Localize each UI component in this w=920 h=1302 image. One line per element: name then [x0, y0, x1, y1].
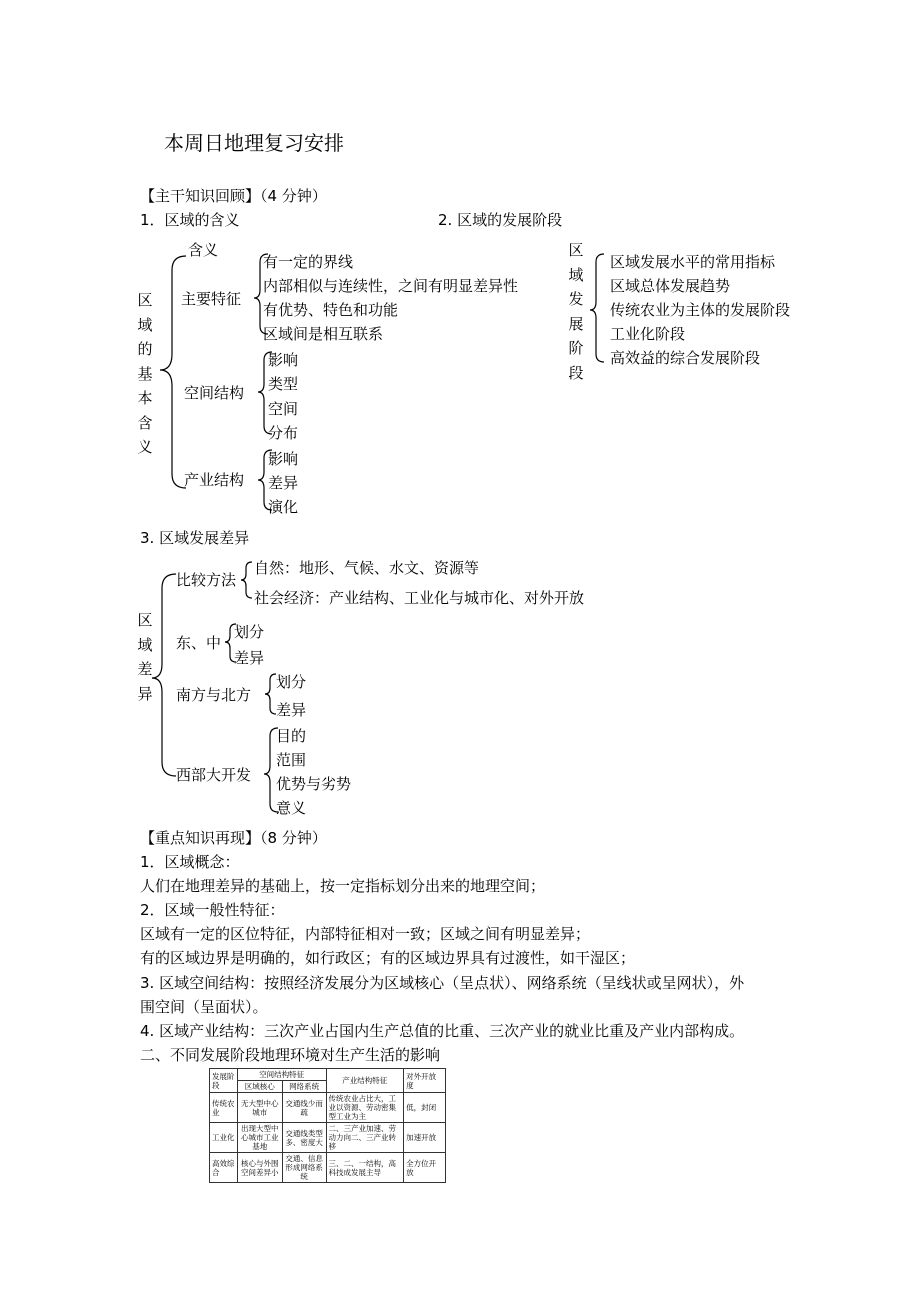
- header-core: 区域核心: [237, 1081, 282, 1093]
- cell-stage: 传统农业: [210, 1093, 238, 1123]
- stage-item: 工业化阶段: [610, 325, 686, 343]
- spatial-item: 分布: [268, 424, 299, 442]
- stage-item: 区域发展水平的常用指标: [610, 253, 776, 271]
- stage-comparison-table: [209, 1068, 446, 1183]
- part1-branch-spatial: 空间结构: [184, 384, 245, 402]
- table-row: [210, 1093, 446, 1123]
- spatial-item: 空间: [268, 400, 299, 418]
- text-line: 3. 区域空间结构：按照经济发展分为区域核心（呈点状）、网络系统（呈线状或呈网状），外: [140, 974, 745, 992]
- part3-heading: 3. 区域发展差异: [140, 529, 250, 547]
- header-industry: 产业结构特征: [326, 1069, 404, 1093]
- cell-openness: 全方位开放: [404, 1153, 446, 1183]
- feature-item: 有一定的界线: [263, 253, 354, 271]
- cell-core: 出现大型中心城市工业基地: [237, 1123, 282, 1153]
- part3-branch-east-central: 东、中: [176, 634, 222, 652]
- table-row: [210, 1123, 446, 1153]
- industry-item: 差异: [268, 474, 299, 492]
- industry-item: 演化: [268, 498, 299, 516]
- section-heading-key-points: 【重点知识再现】（8 分钟）: [140, 829, 327, 847]
- compare-item: 自然：地形、气候、水文、资源等: [254, 559, 480, 577]
- page-title: 本周日地理复习安排: [164, 131, 344, 155]
- stage-item: 高效益的综合发展阶段: [610, 349, 761, 367]
- west-item: 优势与劣势: [276, 775, 352, 793]
- cell-openness: 低，封闭: [404, 1093, 446, 1123]
- part3-branch-south-north: 南方与北方: [176, 686, 252, 704]
- cell-network: 交通线类型多、密度大: [282, 1123, 326, 1153]
- header-spatial: 空间结构特征: [237, 1069, 326, 1081]
- east-central-item: 划分: [234, 623, 265, 641]
- industry-item: 影响: [268, 450, 299, 468]
- part3-root-label: 区域差异: [137, 611, 153, 703]
- text-line: 人们在地理差异的基础上，按一定指标划分出来的地理空间；: [140, 877, 546, 895]
- cell-industry: 二、三产业加速、劳动力向二、三产业转移: [326, 1123, 404, 1153]
- west-item: 范围: [276, 751, 307, 769]
- part3-branch-compare: 比较方法: [176, 571, 237, 589]
- text-line: 2．区域一般性特征：: [140, 901, 285, 919]
- west-item: 目的: [276, 727, 307, 745]
- part1-branch-features: 主要特征: [181, 290, 242, 308]
- cell-industry: 三、二、一结构，高科技成发展主导: [326, 1153, 404, 1183]
- header-openness: 对外开放度: [404, 1069, 446, 1093]
- cell-core: 核心与外围空间差异小: [237, 1153, 282, 1183]
- cell-network: 交通线少而疏: [282, 1093, 326, 1123]
- cell-stage: 工业化: [210, 1123, 238, 1153]
- text-line: 二、不同发展阶段地理环境对生产生活的影响: [140, 1046, 441, 1064]
- text-line: 区域有一定的区位特征，内部特征相对一致；区域之间有明显差异；: [140, 925, 591, 943]
- part1-branch-industry: 产业结构: [184, 471, 245, 489]
- part2-root-label: 区域发展阶段: [568, 241, 584, 382]
- table-header-row: [210, 1069, 446, 1081]
- stage-item: 传统农业为主体的发展阶段: [610, 301, 791, 319]
- text-line: 围空间（呈面状）。: [140, 998, 268, 1016]
- spatial-item: 影响: [268, 351, 299, 369]
- part1-heading: 1．区域的含义: [140, 211, 240, 229]
- section-heading-review: 【主干知识回顾】（4 分钟）: [140, 187, 327, 205]
- east-central-item: 差异: [234, 649, 265, 667]
- part2-heading: 2. 区域的发展阶段: [438, 211, 563, 229]
- table-row: [210, 1153, 446, 1183]
- cell-core: 无大型中心城市: [237, 1093, 282, 1123]
- south-north-item: 划分: [276, 673, 307, 691]
- cell-network: 交通、信息形成网络系统: [282, 1153, 326, 1183]
- feature-item: 区域间是相互联系: [263, 325, 384, 343]
- cell-stage: 高效综合: [210, 1153, 238, 1183]
- west-item: 意义: [276, 799, 307, 817]
- compare-item: 社会经济：产业结构、工业化与城市化、对外开放: [254, 589, 585, 607]
- part1-root-label: 区域的基本含义: [137, 291, 153, 456]
- cell-industry: 传统农业占比大，工业以资源、劳动密集型工业为主: [326, 1093, 404, 1123]
- south-north-item: 差异: [276, 701, 307, 719]
- cell-openness: 加速开放: [404, 1123, 446, 1153]
- feature-item: 内部相似与连续性，之间有明显差异性: [263, 277, 519, 295]
- stage-item: 区域总体发展趋势: [610, 277, 731, 295]
- header-stage: 发展阶段: [210, 1069, 238, 1093]
- part1-branch-meaning: 含义: [188, 241, 219, 259]
- spatial-item: 类型: [268, 375, 299, 393]
- header-network: 网络系统: [282, 1081, 326, 1093]
- text-line: 有的区域边界是明确的，如行政区；有的区域边界具有过渡性，如干湿区；: [140, 949, 636, 967]
- text-line: 4. 区域产业结构：三次产业占国内生产总值的比重、三次产业的就业比重及产业内部构成。: [140, 1022, 745, 1040]
- part3-branch-west: 西部大开发: [176, 766, 252, 784]
- text-line: 1．区域概念：: [140, 853, 240, 871]
- feature-item: 有优势、特色和功能: [263, 301, 399, 319]
